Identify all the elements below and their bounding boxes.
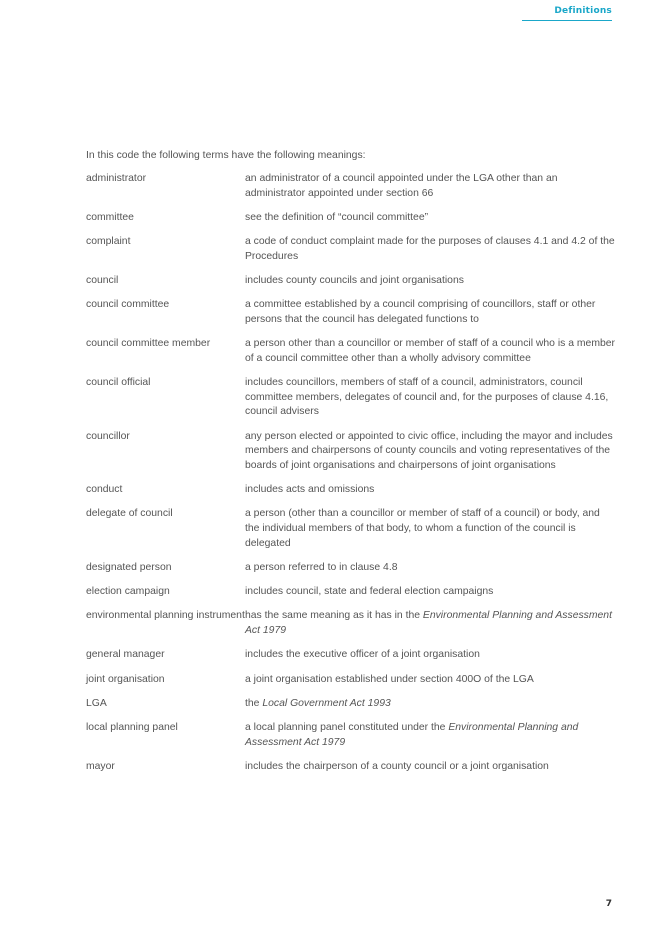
definition-meaning xyxy=(245,376,616,420)
definition-meaning-text: a local planning panel constituted under the xyxy=(245,721,449,733)
definition-meaning xyxy=(245,585,616,600)
definition-meaning-text: includes county councils and joint organisations xyxy=(245,275,464,287)
definition-meaning-text: see the definition of “council committee” xyxy=(245,211,429,223)
definition-meaning xyxy=(245,298,616,327)
definition-meaning-text: includes the chairperson of a county council or a joint organisation xyxy=(245,760,549,772)
definition-meaning xyxy=(245,172,616,201)
definition-meaning-text: includes acts and omissions xyxy=(245,484,375,496)
definition-row xyxy=(86,235,616,264)
definition-meaning-text: includes councillors, members of staff of a council, administrators, council committee members, delegates of council and, for the purposes of clause 4.16, council advisers xyxy=(245,377,609,418)
definition-term: LGA xyxy=(86,697,107,709)
definition-meaning xyxy=(245,561,616,576)
definition-meaning-text: an administrator of a council appointed under the LGA other than an administrator appointed under section 66 xyxy=(245,173,558,199)
definition-meaning xyxy=(245,274,616,289)
definition-meaning-italic: Environmental Planning and Assessment Act 1979 xyxy=(245,721,579,748)
section-title: Definitions xyxy=(554,6,612,16)
definition-meaning xyxy=(245,211,616,226)
definition-term: council committee xyxy=(86,299,170,311)
definition-term: designated person xyxy=(86,562,172,574)
definition-meaning-text: a person referred to in clause 4.8 xyxy=(245,562,398,574)
definition-meaning xyxy=(245,673,616,688)
definition-term: councillor xyxy=(86,430,130,442)
definition-meaning-italic: Local Government Act 1993 xyxy=(262,697,391,709)
intro-text: In this code the following terms have the following meanings: xyxy=(86,150,366,161)
definition-meaning xyxy=(245,721,616,750)
definition-meaning-text: a person other than a councillor or member of staff of a council who is a member of a council committee other than a wholly advisory committee xyxy=(245,338,616,364)
definition-meaning-text: includes the executive officer of a joint organisation xyxy=(245,649,480,661)
definition-row xyxy=(86,298,616,327)
definition-meaning xyxy=(245,609,616,638)
definition-meaning-text: a joint organisation established under section 400O of the LGA xyxy=(245,673,534,685)
definition-row xyxy=(86,376,616,420)
definition-term: election campaign xyxy=(86,586,170,598)
definition-row xyxy=(86,430,616,474)
definition-term: mayor xyxy=(86,760,115,772)
definition-term: committee xyxy=(86,211,134,223)
definition-row xyxy=(86,648,616,663)
definition-term: environmental planning instrument xyxy=(86,610,245,622)
definition-row xyxy=(86,760,616,775)
definition-row xyxy=(86,483,616,498)
definition-meaning xyxy=(245,760,616,775)
definition-meaning xyxy=(245,697,616,712)
definition-term: general manager xyxy=(86,649,165,661)
definition-term: joint organisation xyxy=(86,673,165,685)
definition-term: council xyxy=(86,275,119,287)
definition-term: complaint xyxy=(86,236,131,248)
definition-term: administrator xyxy=(86,173,147,184)
definition-term: delegate of council xyxy=(86,508,173,520)
definition-term: conduct xyxy=(86,484,123,496)
definition-row xyxy=(86,673,616,688)
definition-meaning-text: any person elected or appointed to civic office, including the mayor and includes members and chairpersons of county councils and voting representatives of the boards of joint organisations and chairpersons of joint organisations xyxy=(245,430,613,472)
definition-row xyxy=(86,507,616,551)
definition-meaning-text: the xyxy=(245,697,263,709)
definition-row xyxy=(86,585,616,600)
definition-row xyxy=(86,721,616,750)
definition-meaning xyxy=(245,483,616,498)
definition-meaning-italic: Environmental Planning and Assessment Act 1979 xyxy=(245,610,612,637)
definition-row xyxy=(86,697,616,712)
definition-meaning-text: a committee established by a council comprising of councillors, staff or other persons that the council has delegated functions to xyxy=(245,299,596,325)
definition-meaning-text: includes council, state and federal election campaigns xyxy=(245,586,494,598)
definition-row xyxy=(86,609,616,638)
definition-meaning-text: has the same meaning as it has in the xyxy=(245,610,423,622)
definition-meaning-text: a person (other than a councillor or member of staff of a council) or body, and the individual members of that body, to whom a function of the council is delegated xyxy=(245,508,600,549)
definition-meaning xyxy=(245,337,616,366)
definition-row xyxy=(86,211,616,226)
definition-meaning xyxy=(245,507,616,551)
definition-row xyxy=(86,274,616,289)
definition-term: local planning panel xyxy=(86,721,178,733)
definition-meaning xyxy=(245,648,616,663)
definition-row xyxy=(86,337,616,366)
definition-meaning-text: a code of conduct complaint made for the purposes of clauses 4.1 and 4.2 of the Procedures xyxy=(245,236,615,262)
definition-row xyxy=(86,561,616,576)
definition-row xyxy=(86,172,616,201)
header-divider xyxy=(522,20,612,21)
definition-term: council official xyxy=(86,377,151,389)
definitions-list xyxy=(86,172,616,784)
definition-term: council committee member xyxy=(86,338,211,350)
page-number: 7 xyxy=(605,899,612,909)
definition-meaning xyxy=(245,430,616,474)
definition-meaning xyxy=(245,235,616,264)
